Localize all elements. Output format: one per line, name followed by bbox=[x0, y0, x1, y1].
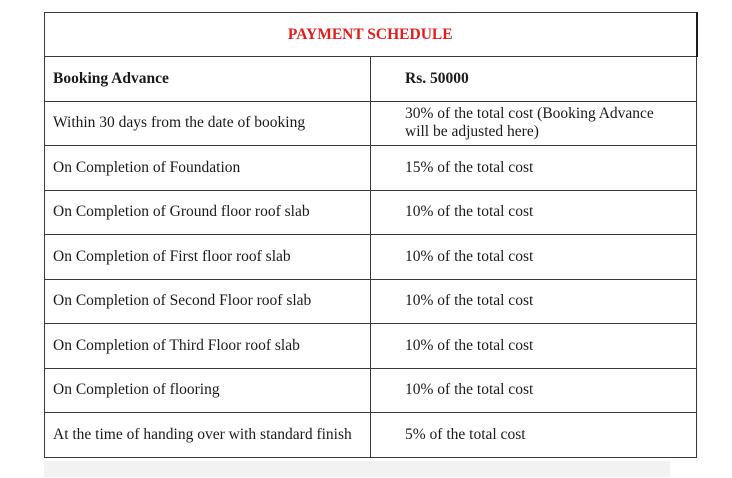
stage-cell: On Completion of First floor roof slab bbox=[45, 235, 371, 280]
title-row bbox=[45, 13, 697, 57]
table-row bbox=[45, 190, 697, 235]
stage-cell: On Completion of Foundation bbox=[45, 146, 371, 191]
table-row bbox=[45, 324, 697, 369]
amount-cell: 15% of the total cost bbox=[371, 146, 697, 191]
table-title: PAYMENT SCHEDULE bbox=[45, 13, 697, 57]
header-row bbox=[45, 57, 697, 102]
table-row bbox=[45, 101, 697, 146]
stage-cell: Within 30 days from the date of booking bbox=[45, 101, 371, 146]
stage-cell: On Completion of flooring bbox=[45, 368, 371, 413]
table-row bbox=[45, 235, 697, 280]
table-row bbox=[45, 279, 697, 324]
amount-cell: 10% of the total cost bbox=[371, 368, 697, 413]
header-stage: Booking Advance bbox=[45, 57, 371, 102]
stage-cell: On Completion of Third Floor roof slab bbox=[45, 324, 371, 369]
table-row bbox=[45, 146, 697, 191]
stage-cell: On Completion of Second Floor roof slab bbox=[45, 279, 371, 324]
table-row bbox=[45, 413, 697, 458]
amount-cell: 5% of the total cost bbox=[371, 413, 697, 458]
header-amount: Rs. 50000 bbox=[371, 57, 697, 102]
amount-cell: 10% of the total cost bbox=[371, 279, 697, 324]
amount-cell: 10% of the total cost bbox=[371, 235, 697, 280]
amount-cell: 10% of the total cost bbox=[371, 190, 697, 235]
table-row bbox=[45, 368, 697, 413]
stage-cell: On Completion of Ground floor roof slab bbox=[45, 190, 371, 235]
payment-schedule-table bbox=[44, 12, 698, 458]
stage-cell: At the time of handing over with standard finish bbox=[45, 413, 371, 458]
amount-cell: 30% of the total cost (Booking Advance will be adjusted here) bbox=[371, 101, 697, 146]
page-shadow bbox=[44, 461, 670, 477]
amount-cell: 10% of the total cost bbox=[371, 324, 697, 369]
